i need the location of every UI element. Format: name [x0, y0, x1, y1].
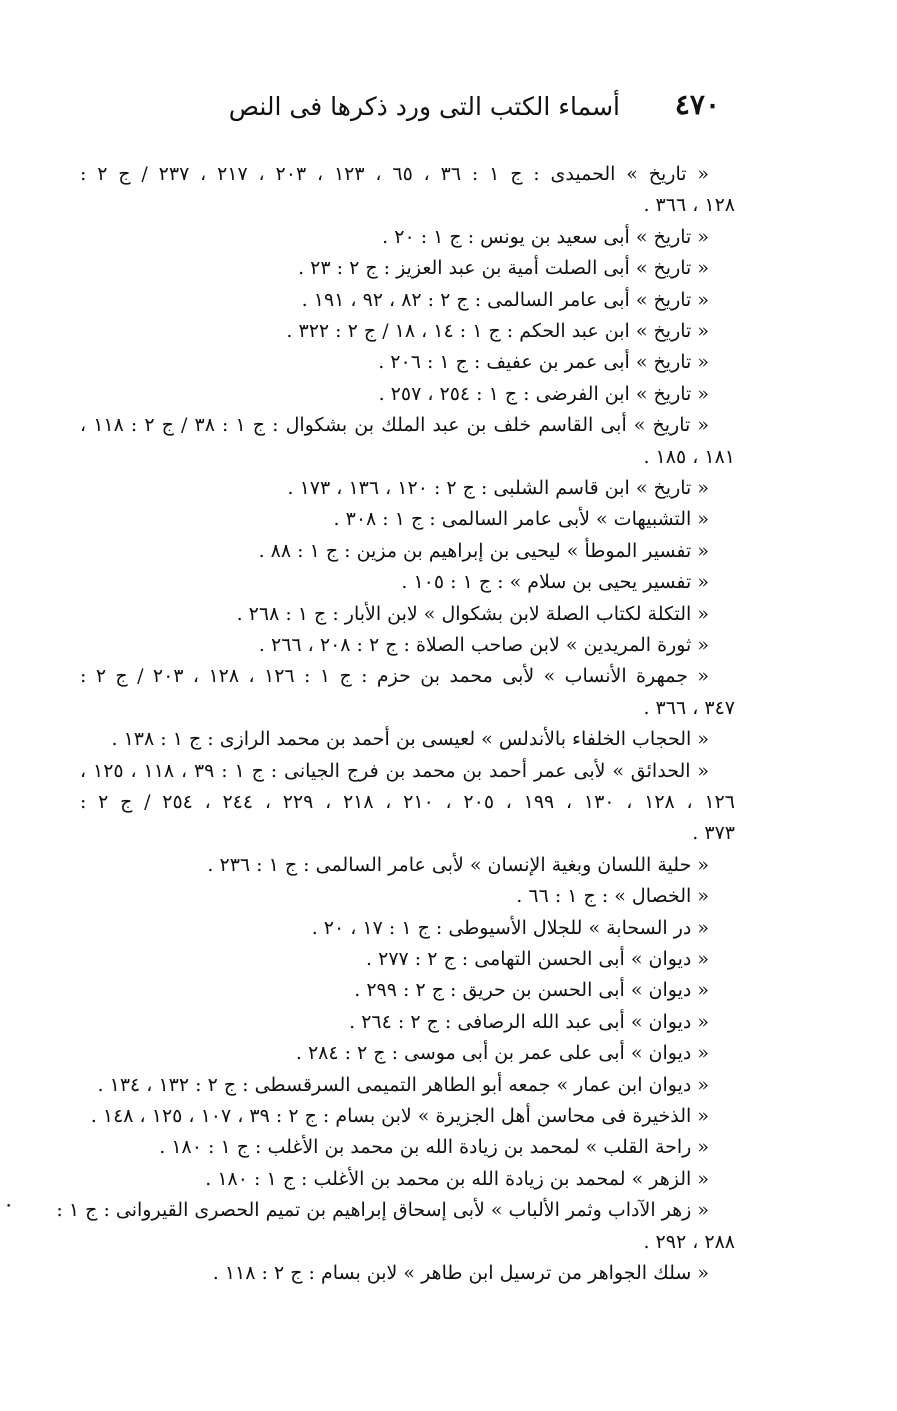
index-entry-continuation: ۳٤۷ ، ۳٦٦ . — [643, 696, 735, 719]
index-entry: « الحدائق » لأبى عمر أحمد بن محمد بن فرج الجيانى : ج ۱ : ۳۹ ، ۱۱۸ ، ۱۲٥ ، — [80, 759, 710, 782]
index-entry-continuation: ۱۸۱ ، ۱۸٥ . — [643, 445, 735, 468]
index-entry: « تاريخ » أبى القاسم خلف بن عبد الملك بن بشكوال : ج ۱ : ۳۸ / ج ۲ : ۱۱۸ ، — [80, 414, 710, 437]
index-entry: « حلية اللسان وبغية الإنسان » لأبى عامر السالمى : ج ۱ : ۲۳٦ . — [207, 853, 709, 876]
index-entry: « راحة القلب » لمحمد بن زيادة الله بن محمد بن الأغلب : ج ۱ : ۱۸۰ . — [159, 1136, 709, 1159]
index-entry: « ديوان » أبى عبد الله الرصافى : ج ۲ : ۲٦٤ . — [349, 1010, 709, 1033]
index-entry: « تاريخ » ابن عبد الحكم : ج ۱ : ۱٤ ، ۱۸ / ج ۲ : ۳۲۲ . — [286, 320, 709, 342]
index-entry: « الزهر » لمحمد بن زيادة الله بن محمد بن الأغلب : ج ۱ : ۱۸۰ . — [205, 1167, 709, 1190]
index-entry: « ثورة المريدين » لابن صاحب الصلاة : ج ۲ : ۲۰۸ ، ۲٦٦ . — [258, 634, 709, 656]
index-entry: « تفسير الموطأ » ليحيى بن إبراهيم بن مزين : ج ۱ : ۸۸ . — [258, 539, 709, 562]
page-number: ٤٧٠ — [674, 88, 720, 121]
index-entry: « التكلة لكتاب الصلة لابن بشكوال » لابن الأبار : ج ۱ : ۲٦۸ . — [236, 602, 709, 625]
index-entry: « تاريخ » ابن الفرضى : ج ۱ : ۲٥٤ ، ۲٥۷ . — [378, 382, 709, 405]
index-entry: « ديوان » أبى على عمر بن أبى موسى : ج ۲ : ۲۸٤ . — [295, 1042, 709, 1065]
index-entry: « ديوان » أبى الحسن بن حريق : ج ۲ : ۲۹۹ . — [354, 979, 709, 1002]
running-title: أسماء الكتب التى ورد ذكرها فى النص — [228, 92, 620, 121]
index-entry-continuation: ۱۲٦ ، ۱۲۸ ، ۱۳۰ ، ۱۹۹ ، ۲۰٥ ، ۲۱۰ ، ۲۱۸ ، ۲۲۹ ، ۲٤٤ ، ۲٥٤ / ج ۲ : — [80, 791, 735, 813]
index-entry-continuation: ۳۷۳ . — [692, 822, 735, 845]
index-entry: « ديوان » أبى الحسن التهامى : ج ۲ : ۲۷۷ . — [366, 948, 709, 970]
index-entry: « زهر الآداب وثمر الألباب » لأبى إسحاق إبراهيم بن تميم الحصرى القيروانى : ج ۱ : — [56, 1199, 709, 1222]
index-entry: « تاريخ » ابن قاسم الشلبى : ج ۲ : ۱۲۰ ، ۱۳٦ ، ۱۷۳ . — [287, 477, 709, 499]
index-entry-continuation: ۲۸۸ ، ۲۹۲ . — [643, 1230, 735, 1253]
index-entry: « تاريخ » أبى سعيد بن يونس : ج ۱ : ۲۰ . — [382, 225, 709, 248]
index-entry: « سلك الجواهر من ترسيل ابن طاهر » لابن بسام : ج ۲ : ۱۱۸ . — [212, 1262, 709, 1284]
index-entry: « ديوان ابن عمار » جمعه أبو الطاهر التميمى السرقسطى : ج ۲ : ۱۳۲ ، ۱۳٤ . — [97, 1073, 709, 1096]
index-entry: « تاريخ » الحميدى : ج ۱ : ۳٦ ، ٦٥ ، ۱۲۳ ، ۲۰۳ ، ۲۱۷ ، ۲۳۷ / ج ۲ : — [80, 163, 709, 185]
index-entry: « تاريخ » أبى عمر بن عفيف : ج ۱ : ۲۰٦ . — [378, 351, 709, 374]
index-entry: « در السحابة » للجلال الأسيوطى : ج ۱ : ۱۷ ، ۲۰ . — [311, 916, 709, 939]
index-entry: « الذخيرة فى محاسن أهل الجزيرة » لابن بسام : ج ۲ : ۳۹ ، ۱۰۷ ، ۱۲٥ ، ۱٤۸ . — [90, 1105, 709, 1127]
stray-dot: • — [6, 1202, 12, 1212]
index-entry: « التشبيهات » لأبى عامر السالمى : ج ۱ : ۳۰۸ . — [333, 508, 709, 531]
index-entry: « الخصال » : ج ۱ : ٦٦ . — [516, 885, 709, 908]
index-entry: « تاريخ » أبى الصلت أمية بن عبد العزيز : ج ۲ : ۲۳ . — [298, 257, 709, 280]
index-entry: « تاريخ » أبى عامر السالمى : ج ۲ : ۸۲ ، ۹۲ ، ۱۹۱ . — [301, 288, 709, 311]
index-entry: « تفسير يحيى بن سلام » : ج ۱ : ۱۰٥ . — [401, 571, 709, 594]
index-entry-continuation: ۱۲۸ ، ۳٦٦ . — [643, 194, 735, 217]
index-entry: « الحجاب الخلفاء بالأندلس » لعيسى بن أحمد بن محمد الرازى : ج ۱ : ۱۳۸ . — [111, 728, 709, 751]
index-entry: « جمهرة الأنساب » لأبى محمد بن حزم : ج ۱ : ۱۲٦ ، ۱۲۸ ، ۲۰۳ / ج ۲ : — [80, 665, 710, 688]
